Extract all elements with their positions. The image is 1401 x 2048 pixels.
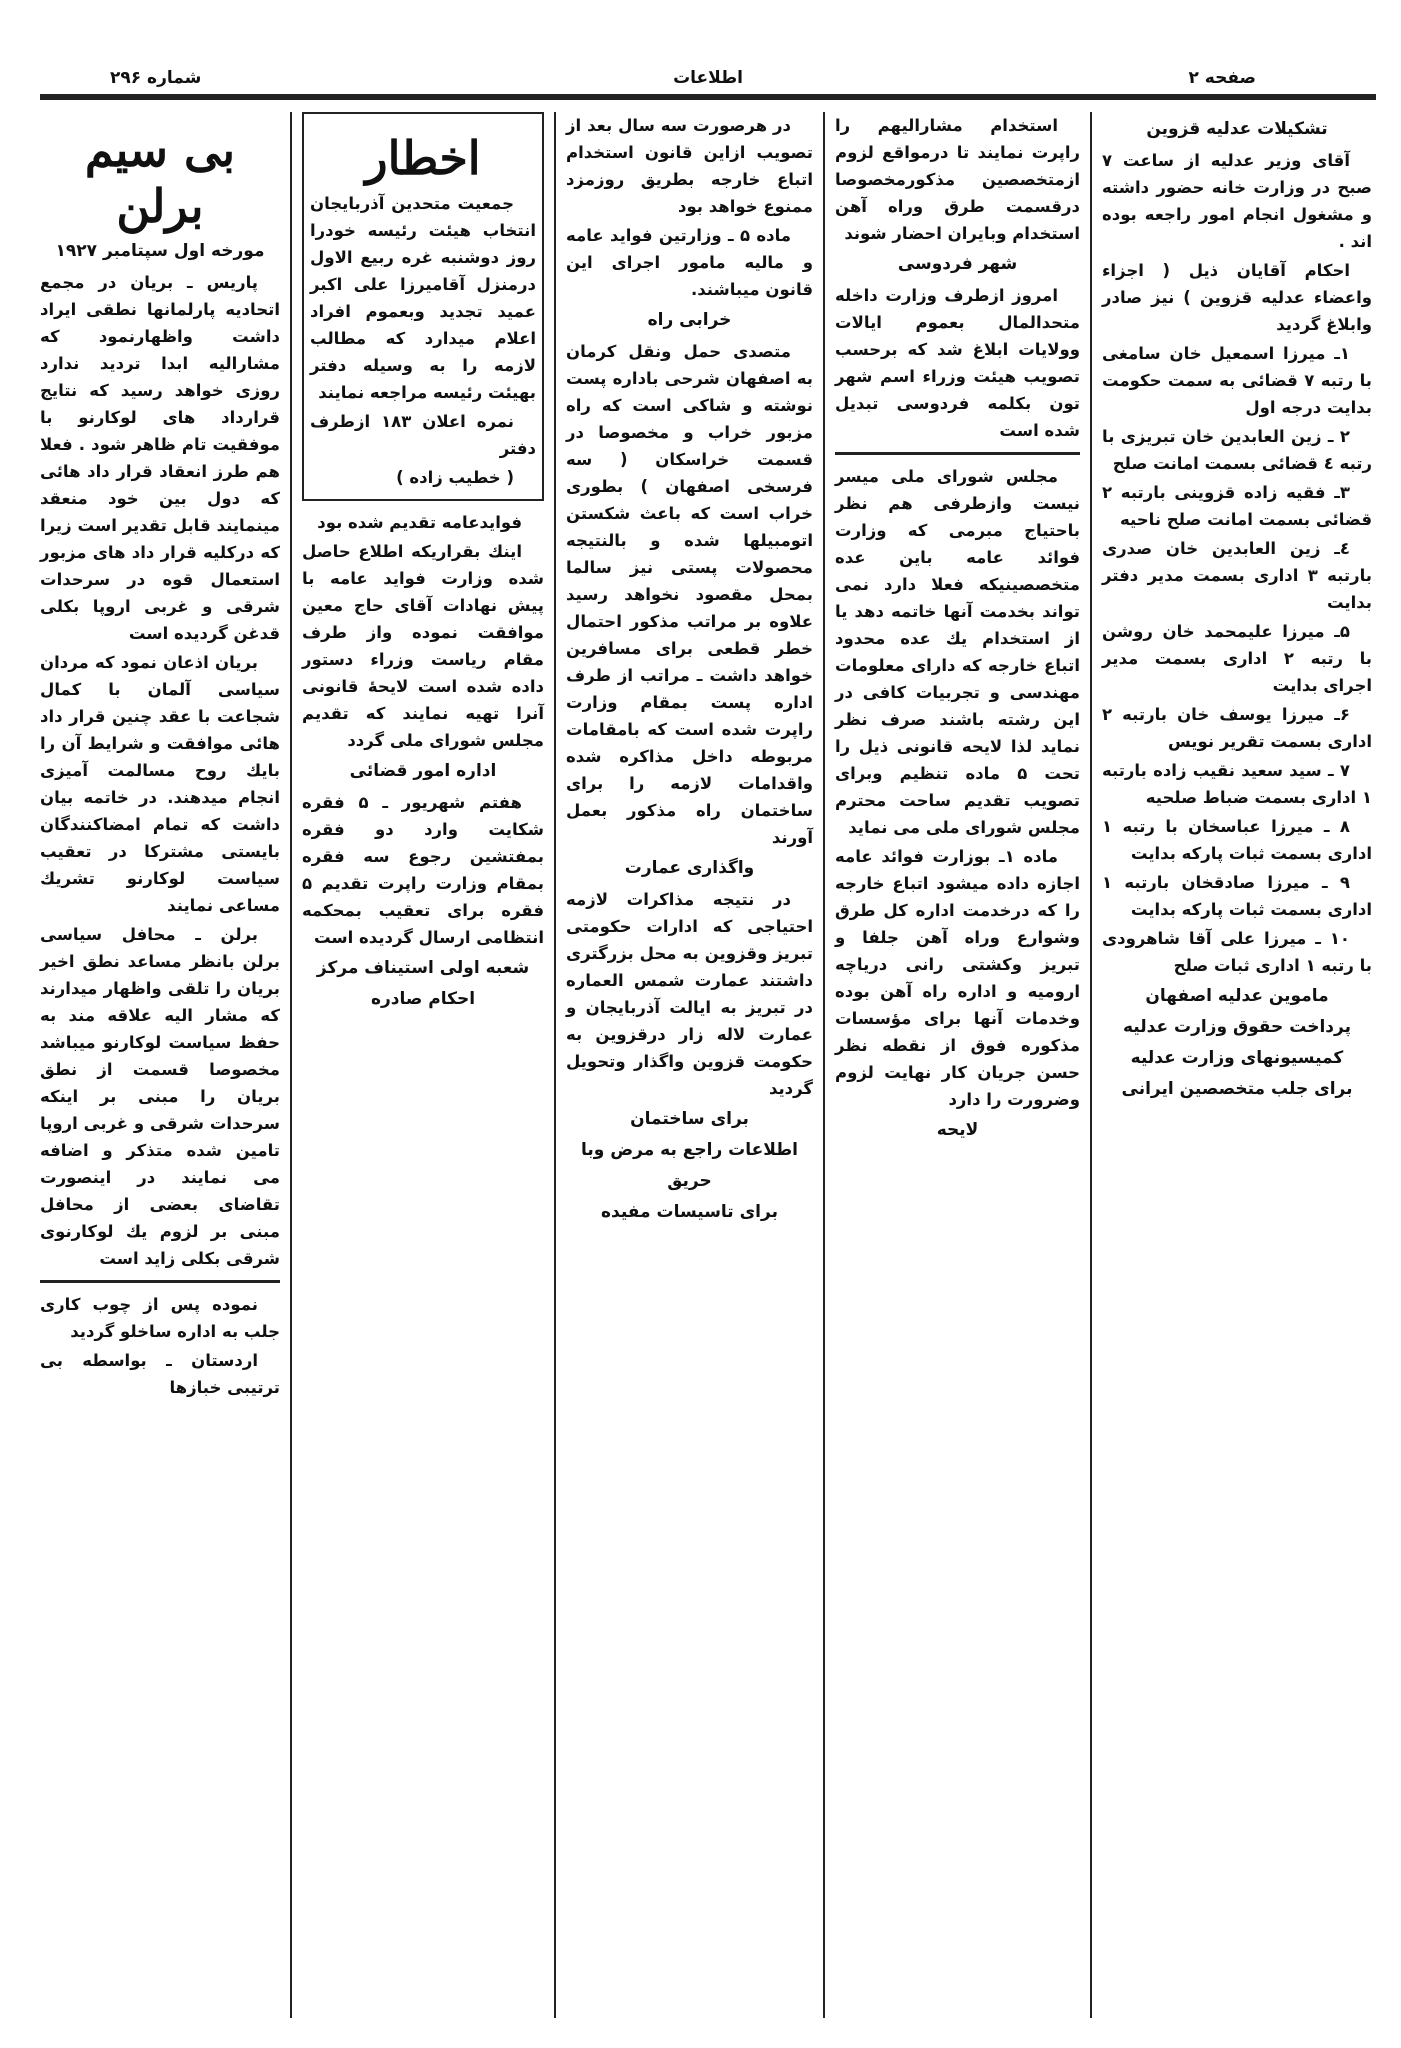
issue-number: شماره ۲۹۶	[110, 68, 202, 88]
masthead	[40, 62, 1376, 96]
paragraph: آقای وزیر عدلیه از ساعت ۷ صبح در وزارت خانه حضور داشته و مشغول انجام امور راجعه بوده اند .	[1102, 151, 1372, 251]
article-title: بی سیم برلن	[84, 123, 236, 233]
paragraph: هفتم شهریور ـ ۵ فقره شکایت وارد دو فقره بمفتشین رجوع سه فقره بمقام وزارت راپرت تقدیم ۵ فقره برای تعقیب بمحکمه انتظامی ارسال گردیده است	[302, 793, 544, 947]
paragraph: احکام آقایان ذیل ( اجزاء واعضاء عدلیه قزوین ) نیز صادر وابلاغ گردید	[1102, 261, 1372, 334]
paragraph: ماده ۱ـ بوزارت فوائد عامه اجازه داده میشود اتباع خارجه را که درخدمت اداره کل طرق وشوارع وراه آهن جلفا و تبریز وکشتی رانی دریاچه ارومیه و اداره راه آهن بوده وخدمات آنها برای مؤسسات مذکوره فوق از نقطه نظر حسن جریان کار نهایت لزوم وضرورت را دارد	[835, 847, 1080, 1109]
page-number: صفحه ۲	[1188, 68, 1256, 88]
notice-text: جمعیت متحدین آذربایجان انتخاب هیئت رئیسه خودرا روز دوشنبه غره ربیع الاول درمنزل آقامیرزا علی اکبر عمید تجدید وبعموم افراد اعلام میدارد که مطالب لازمه را به وسیله دفتر بهیئت رئیسه مراجعه نمایند	[310, 194, 536, 402]
column-5	[30, 112, 292, 2018]
section-heading: واگذاری عمارت	[624, 858, 755, 878]
paragraph: ماده ۵ ـ وزارتین فواید عامه و مالیه مامور اجرای این قانون میباشند.	[566, 226, 813, 299]
paragraph: نموده پس از چوب کاری جلب به اداره ساخلو گردید	[40, 1295, 280, 1341]
section-heading: پرداخت حقوق وزارت عدلیه	[1123, 1017, 1351, 1037]
article-separator	[835, 452, 1080, 455]
section-heading: برای تاسیسات مفیده	[601, 1202, 778, 1222]
paragraph: ۱۰ ـ میرزا علی آقا شاهرودی با رتبه ۱ اداری ثبات صلح	[1102, 929, 1372, 975]
section-heading: برای جلب متخصصین ایرانی	[1121, 1079, 1353, 1099]
paragraph: در نتیجه مذاکرات لازمه احتیاجی که ادارات حکومتی تبریز وقزوین به محل بزرگتری داشتند عمارت شمس العماره در تبریز به ایالت آذربایجان و عمارت لاله زار درقزوین به حکومت قزوین واگذار وتحویل گردید	[566, 890, 813, 1098]
section-heading: برای ساختمان	[630, 1109, 749, 1129]
paragraph: ۶ـ میرزا یوسف خان بارتبه ۲ اداری بسمت تقریر نویس	[1102, 705, 1372, 751]
paragraph: ۸ ـ میرزا عباسخان با رتبه ۱ اداری بسمت ثبات پارکه بدایت	[1102, 817, 1372, 863]
paragraph: برلن ـ محافل سیاسی برلن بانظر مساعد نطق اخیر بریان را تلقی واظهار میدارند که مشار الیه علاقه مند به حفظ سیاست لوکارنو میباشد مخصوصا قسمت از نطق بریان را مبنی بر اینکه سرحدات شرقی و غربی اروپا تامین شده متذکر و اضافه می نمایند در اینصورت تقاضای بعضی از محافل مبنی بر لزوم یك لوکارنوی شرقی بکلی زاید است	[40, 925, 280, 1268]
column-2	[825, 112, 1092, 2018]
notice-box	[302, 112, 544, 501]
paragraph: ۵ـ میرزا علیمحمد خان روشن با رتبه ۲ اداری بسمت مدیر اجرای بدایت	[1102, 622, 1372, 695]
paragraph: مجلس شورای ملی میسر نیست وازطرفی هم نظر باحتیاج مبرمی که وزارت فوائد عامه باین عده متخصصینیکه فعلا دارد نمی تواند بخدمت آنها خاتمه دهد یا از استخدام یك عده محدود اتباع خارجه که دارای معلومات مهندسی و تجربیات کافی در این رشته باشند صرف نظر نماید لذا لایحه قانونی ذیل را تحت ۵ ماده تنظیم وبرای تصویب تقدیم ساحت محترم مجلس شورای ملی می نماید	[835, 467, 1080, 837]
section-heading: ماموین عدلیه اصفهان	[1145, 986, 1329, 1006]
article-separator	[40, 1280, 280, 1283]
column-1	[1092, 112, 1382, 2018]
section-heading: خرابی راه	[647, 310, 732, 330]
paragraph: اینك بقراریکه اطلاع حاصل شده وزارت فواید عامه با پیش نهادات آقای حاج معین موافقت نموده واز طرف مقام ریاست وزراء دستور داده شده است لایحهٔ قانونی آنرا تهیه نمایند که تقدیم مجلس شورای ملی گردد	[302, 542, 544, 750]
paragraph: فوایدعامه تقدیم شده بود	[317, 513, 522, 532]
section-heading: مورخه اول سپتامبر ۱۹۲۷	[55, 241, 265, 261]
notice-text: ( خطیب زاده )	[396, 468, 514, 487]
section-heading: تشکیلات عدلیه قزوین	[1146, 119, 1328, 139]
paragraph: بریان اذعان نمود که مردان سیاسی آلمان با کمال شجاعت با عقد چنین قرار داد هائی موافقت و شرایط آن را بایك روح مسالمت آمیزی انجام میدهند. در خاتمه بیان داشت که تمام امضاکنندگان بایستی مشترکا در تعقیب سیاست لوکارنو تشریك مساعی نمایند	[40, 653, 280, 915]
newspaper-title: اطلاعات	[673, 68, 743, 88]
notice-text: نمره اعلان ۱۸۳ ازطرف دفتر	[310, 412, 536, 458]
paragraph: متصدی حمل ونقل کرمان به اصفهان شرحی باداره پست نوشته و شاکی است که راه مزبور خراب و مخصوصا در قسمت خراسکان ( سه فرسخی اصفهان ) بطوری خراب است که باعث شکستن اتومبیلها شده و بالنتیجه محصولات پستی نیز سالما بمحل مقصود نخواهد رسید علاوه بر مراتب مذکور احتمال خطر قطعی برای مسافرین خواهد داشت ـ مراتب از طرف اداره پست بمقام وزارت راپرت شده است که بامقامات مربوطه داخل مذاکره شده واقدامات لازمه را برای ساختمان راه مذکور بعمل آورند	[566, 342, 813, 847]
section-heading: شعبه اولی استیناف مرکز	[316, 958, 530, 978]
section-heading: اطلاعات راجع به مرض وبا	[581, 1140, 798, 1160]
section-heading: احکام صادره	[370, 989, 476, 1009]
paragraph: در هرصورت سه سال بعد از تصویب ازاین قانون استخدام اتباع خارجه بطریق روزمزد ممنوع خواهد بود	[566, 116, 813, 216]
paragraph: امروز ازطرف وزارت داخله متحدالمال بعموم ایالات وولایات ابلاغ شد که برحسب تصویب هیئت وزراء اسم شهر تون بکلمه فردوسی تبدیل شده است	[835, 286, 1080, 440]
notice-title: اخطار	[365, 131, 481, 185]
paragraph: ۲ ـ زین العابدین خان تبریزی با رتبه ٤ قضائی بسمت امانت صلح	[1102, 427, 1372, 473]
paragraph: ۹ ـ میرزا صادقخان بارتبه ۱ اداری بسمت ثبات پارکه بدایت	[1102, 873, 1372, 919]
masthead-rule	[40, 94, 1376, 100]
paragraph: ۳ـ فقیه زاده قزوینی بارتبه ۲ قضائی بسمت امانت صلح ناحیه	[1102, 483, 1372, 529]
section-heading: شهر فردوسی	[897, 254, 1018, 274]
section-heading: کمیسیونهای وزارت عدلیه	[1130, 1048, 1344, 1068]
paragraph: استخدام مشارالیهم را راپرت نمایند تا درمواقع لزوم ازمتخصصین مذکورمخصوصا درقسمت طرق وراه آهن استخدام وبایران احضار شوند	[835, 116, 1080, 243]
section-heading: اداره امور قضائی	[349, 761, 497, 781]
paragraph: ٤ـ زین العابدین خان صدری بارتبه ۳ اداری بسمت مدیر دفتر بدایت	[1102, 539, 1372, 612]
section-heading: حریق	[667, 1171, 712, 1191]
paragraph: ۱ـ میرزا اسمعیل خان سامغی با رتبه ۷ قضائی به سمت حکومت بدایت درجه اول	[1102, 344, 1372, 417]
section-heading: لایحه	[936, 1120, 979, 1140]
paragraph: پاریس ـ بریان در مجمع اتحادیه پارلمانها نطقی ایراد داشت واظهارنمود که مشارالیه ابدا تردید ندارد روزی خواهد رسید که نتایج قرارداد های لوکارنو با موفقیت تام ظاهر شود . فعلا هم طرز انعقاد قرار داد هائی که دول بین خود منعقد مینمایند قابل تقدیر است زیرا که درکلیه قرار داد های مزبور استعمال قوه در سرحدات شرقی و غربی اروپا بکلی قدغن گردیده است	[40, 273, 280, 643]
column-4	[292, 112, 556, 2018]
column-3	[556, 112, 825, 2018]
paragraph: ۷ ـ سید سعید نقیب زاده بارتبه ۱ اداری بسمت ضباط صلحیه	[1102, 761, 1372, 807]
paragraph: اردستان ـ بواسطه بی ترتیبی خبازها	[40, 1351, 280, 1397]
